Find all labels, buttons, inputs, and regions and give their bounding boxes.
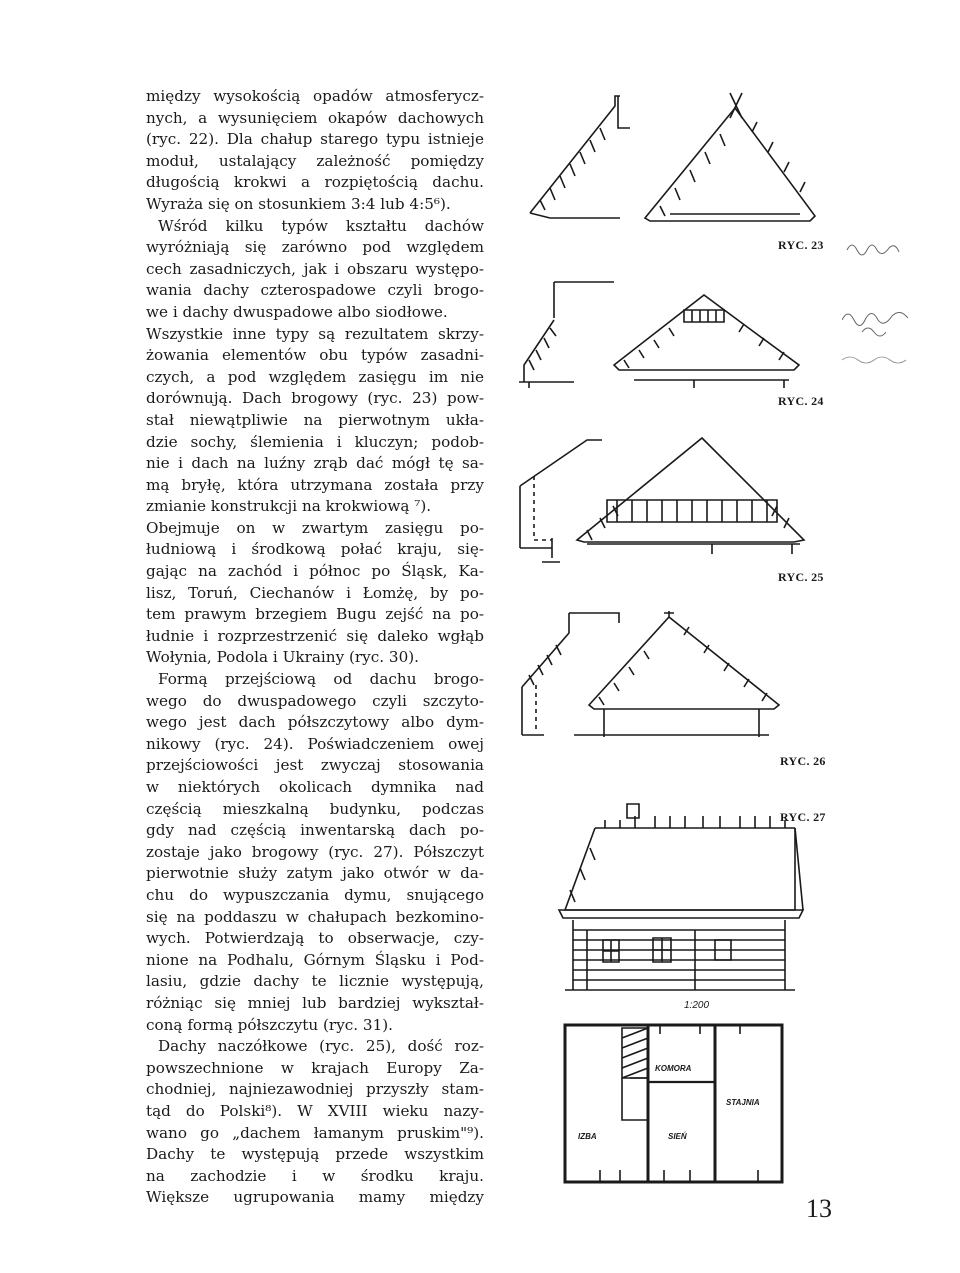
text-line: żowania elementów obu typów zasadni- — [146, 346, 484, 365]
text-line: wego jest dach półszczytowy albo dym- — [146, 713, 484, 732]
text-line: tem prawym brzegiem Bugu zejść na po- — [146, 605, 484, 624]
text-line: Formą przejściową od dachu brogo- — [158, 670, 484, 689]
text-line: Większe ugrupowania mamy między — [146, 1188, 484, 1207]
figure-ryc23 — [520, 88, 820, 238]
plan-label-stajnia: STAJNIA — [726, 1098, 760, 1107]
plan-label-sien: SIEŃ — [668, 1132, 687, 1141]
text-line: wano go „dachem łamanym pruskim"⁹). — [146, 1123, 484, 1142]
text-line: Dachy naczółkowe (ryc. 25), dość roz- — [158, 1037, 484, 1056]
text-line: moduł, ustalający zależność pomiędzy — [146, 151, 484, 170]
figure-ryc25 — [512, 430, 812, 575]
text-line: czych, a pod względem zasięgu im nie — [146, 367, 484, 386]
text-line: cech zasadniczych, jak i obszaru występo- — [146, 259, 484, 278]
figure-label-ryc25: RYC. 25 — [778, 570, 824, 584]
figure-ryc27 — [555, 790, 815, 1005]
text-line: nione na Podhalu, Górnym Śląsku i Pod- — [146, 950, 484, 969]
text-line: częścią mieszkalną budynku, podczas — [146, 799, 484, 818]
text-line: stał niewątpliwie na pierwotnym ukła- — [146, 410, 484, 429]
text-line: (ryc. 22). Dla chałup starego typu istnieje — [146, 130, 484, 149]
text-line: na zachodzie i w środku kraju. — [146, 1166, 484, 1185]
text-line: nych, a wysunięciem okapów dachowych — [146, 108, 484, 127]
text-line: nikowy (ryc. 24). Poświadczeniem owej — [146, 734, 484, 753]
text-line: dzie sochy, ślemienia i kluczyn; podob- — [146, 432, 484, 451]
text-line: Wołynia, Podola i Ukrainy (ryc. 30). — [146, 648, 419, 667]
text-line: Wyraża się on stosunkiem 3:4 lub 4:5⁶). — [146, 194, 451, 213]
text-line: nie i dach na luźny zrąb dać mógł tę sa- — [146, 454, 484, 473]
text-line: wyróżniają się zarówno pod względem — [146, 238, 484, 257]
scale-label: 1:200 — [684, 1000, 710, 1011]
text-line: wych. Potwierdzają to obserwacje, czy- — [146, 929, 484, 948]
text-line: chu do wypuszczania dymu, snującego — [146, 885, 484, 904]
plan-label-komora: KOMORA — [655, 1064, 692, 1073]
text-line: przejściowości jest zwyczaj stosowania — [146, 756, 484, 775]
handwritten-scribble — [842, 232, 942, 382]
text-line: zmianie konstrukcji na krokwiową ⁷). — [146, 497, 432, 516]
page-number: 13 — [806, 1194, 832, 1223]
text-line: pierwotnie służy zatym jako otwór w da- — [146, 864, 484, 883]
body-text — [146, 86, 484, 1209]
plan-label-izba: IZBA — [578, 1132, 597, 1141]
text-line: łudniową i środkową połać kraju, się- — [146, 540, 484, 559]
text-line: wania dachy czterospadowe czyli brogo- — [146, 281, 484, 300]
text-line: różniąc się mniej lub bardziej wykształ- — [146, 993, 484, 1012]
text-line: Dachy te występują przede wszystkim — [146, 1145, 484, 1164]
text-line: zostaje jako brogowy (ryc. 27). Półszczyt — [146, 842, 484, 861]
figure-label-ryc26: RYC. 26 — [780, 754, 826, 768]
text-line: Obejmuje on w zwartym zasięgu po- — [146, 518, 484, 537]
text-line: gdy nad częścią inwentarską dach po- — [146, 821, 484, 840]
text-line: łudnie i rozprzestrzenić się daleko wgłąb — [146, 626, 484, 645]
text-line: Wszystkie inne typy są rezultatem skrzy- — [146, 324, 484, 343]
text-line: w niektórych okolicach dymnika nad — [146, 778, 484, 796]
text-line: coną formą półszczytu (ryc. 31). — [146, 1015, 394, 1034]
text-line: mą bryłę, która utrzymana została przy — [146, 475, 484, 494]
text-line: we i dachy dwuspadowe albo siodłowe. — [146, 302, 448, 321]
text-line: lasiu, gdzie dachy te licznie występują, — [146, 972, 484, 991]
text-line: tąd do Polski⁸). W XVIII wieku nazy- — [146, 1101, 484, 1120]
text-line: długością krokwi a rozpiętością dachu. — [146, 173, 484, 192]
figure-label-ryc24: RYC. 24 — [778, 394, 824, 408]
text-line: między wysokością opadów atmosferycz- — [146, 87, 484, 105]
figure-label-ryc23: RYC. 23 — [778, 238, 824, 252]
figure-label-ryc27: RYC. 27 — [780, 810, 826, 824]
text-line: dorównują. Dach brogowy (ryc. 23) pow- — [146, 389, 484, 408]
figure-ryc26 — [514, 605, 814, 750]
text-line: wego do dwuspadowego czyli szczyto- — [146, 691, 484, 710]
text-line: powszechnione w krajach Europy Za- — [146, 1058, 484, 1077]
text-line: gając na zachód i północ po Śląsk, Ka- — [146, 562, 484, 581]
text-line: Wśród kilku typów kształtu dachów — [158, 216, 484, 235]
text-line: się na poddaszu w chałupach bezkomino- — [146, 907, 484, 926]
figure-ryc24 — [514, 270, 814, 400]
text-line: lisz, Toruń, Ciechanów i Łomżę, by po- — [146, 583, 484, 602]
text-line: chodniej, najniezawodniej przyszły stam- — [146, 1080, 484, 1099]
